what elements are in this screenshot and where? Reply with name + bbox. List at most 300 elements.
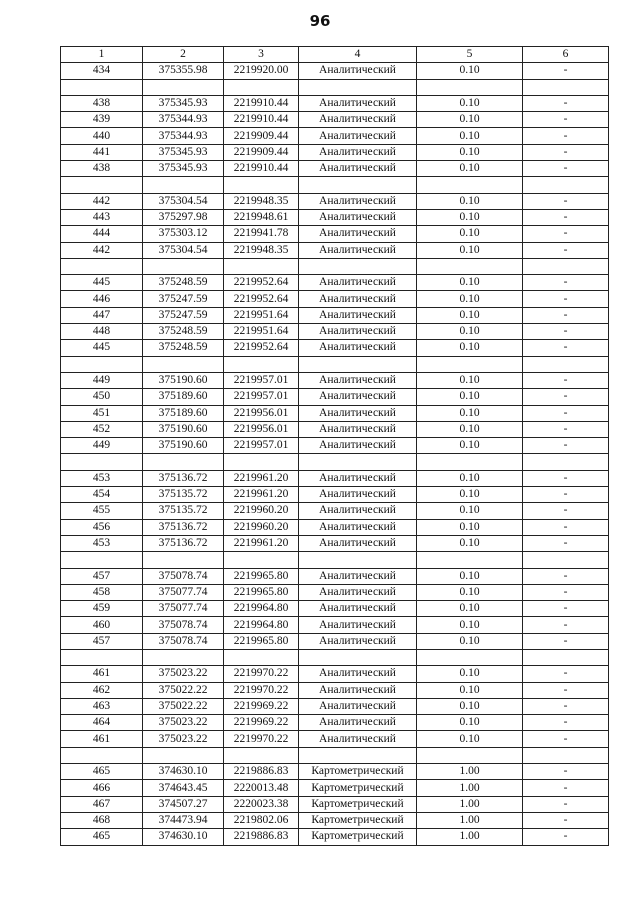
table-cell: 375078.74 — [143, 617, 224, 633]
table-cell: 0.10 — [417, 340, 523, 356]
table-cell: 375190.60 — [143, 438, 224, 454]
table-row — [61, 161, 609, 177]
table-cell: Картометрический — [299, 829, 417, 845]
table-body — [61, 63, 609, 845]
table-cell: 2219960.20 — [224, 519, 299, 535]
table-cell: - — [523, 128, 609, 144]
table-cell: 374473.94 — [143, 812, 224, 828]
table-row — [61, 535, 609, 551]
table-cell: Картометрический — [299, 812, 417, 828]
table-cell: 0.10 — [417, 307, 523, 323]
table-cell: 2219956.01 — [224, 421, 299, 437]
table-row — [61, 747, 609, 763]
table-cell: 449 — [61, 438, 143, 454]
table-cell: - — [523, 324, 609, 340]
table-cell: 1.00 — [417, 796, 523, 812]
table-cell — [143, 258, 224, 274]
table-row — [61, 470, 609, 486]
table-cell: 2219965.80 — [224, 633, 299, 649]
table-cell: 2219961.20 — [224, 535, 299, 551]
table-cell: 374643.45 — [143, 780, 224, 796]
table-cell: 0.10 — [417, 161, 523, 177]
table-cell: 443 — [61, 209, 143, 225]
table-cell: - — [523, 584, 609, 600]
table-cell: Аналитический — [299, 324, 417, 340]
table-row — [61, 128, 609, 144]
table-cell: - — [523, 161, 609, 177]
table-cell — [61, 79, 143, 95]
table-cell: - — [523, 796, 609, 812]
table-cell: - — [523, 535, 609, 551]
table-row — [61, 796, 609, 812]
table-cell: - — [523, 389, 609, 405]
table-cell: Аналитический — [299, 503, 417, 519]
table-row — [61, 275, 609, 291]
table-cell: 465 — [61, 764, 143, 780]
table-cell — [143, 454, 224, 470]
table-cell: 442 — [61, 193, 143, 209]
table-cell — [523, 454, 609, 470]
table-cell: Аналитический — [299, 731, 417, 747]
column-header: 4 — [299, 47, 417, 63]
table-cell: 2219951.64 — [224, 324, 299, 340]
table-cell: - — [523, 568, 609, 584]
table-cell: 440 — [61, 128, 143, 144]
table-cell: Аналитический — [299, 193, 417, 209]
table-row — [61, 209, 609, 225]
table-cell: 2219969.22 — [224, 698, 299, 714]
table-row — [61, 812, 609, 828]
table-cell: 375344.93 — [143, 112, 224, 128]
table-cell: 446 — [61, 291, 143, 307]
table-cell: 2219952.64 — [224, 340, 299, 356]
table-row — [61, 291, 609, 307]
table-cell: 2219961.20 — [224, 470, 299, 486]
table-cell: 0.10 — [417, 242, 523, 258]
table-row — [61, 715, 609, 731]
table-row — [61, 519, 609, 535]
table-cell: 2219965.80 — [224, 584, 299, 600]
table-cell: 444 — [61, 226, 143, 242]
table-cell: 0.10 — [417, 95, 523, 111]
table-cell: 0.10 — [417, 128, 523, 144]
table-cell: 2219948.35 — [224, 193, 299, 209]
table-cell — [224, 649, 299, 665]
table-cell: 0.10 — [417, 503, 523, 519]
table-cell — [299, 177, 417, 193]
table-cell: - — [523, 715, 609, 731]
table-cell: 451 — [61, 405, 143, 421]
table-cell: 0.10 — [417, 666, 523, 682]
table-cell: 375248.59 — [143, 324, 224, 340]
table-cell: 375190.60 — [143, 372, 224, 388]
table-cell: 2219948.35 — [224, 242, 299, 258]
table-cell — [61, 747, 143, 763]
table-cell — [523, 177, 609, 193]
table-cell: 375022.22 — [143, 682, 224, 698]
table-cell: 2219941.78 — [224, 226, 299, 242]
table-cell: 375248.59 — [143, 340, 224, 356]
table-cell: 2219970.22 — [224, 666, 299, 682]
table-row — [61, 503, 609, 519]
table-cell: 2219964.80 — [224, 617, 299, 633]
table-cell: 2219970.22 — [224, 682, 299, 698]
table-cell: 375345.93 — [143, 95, 224, 111]
table-cell: 457 — [61, 568, 143, 584]
table-cell — [523, 649, 609, 665]
table-cell: 0.10 — [417, 324, 523, 340]
table-cell: Аналитический — [299, 438, 417, 454]
table-cell: - — [523, 405, 609, 421]
table-cell: 2219960.20 — [224, 503, 299, 519]
column-header: 2 — [143, 47, 224, 63]
table-cell: 375247.59 — [143, 291, 224, 307]
table-cell: 375248.59 — [143, 275, 224, 291]
table-row — [61, 79, 609, 95]
table-cell: 375078.74 — [143, 633, 224, 649]
table-cell: Аналитический — [299, 372, 417, 388]
table-row — [61, 307, 609, 323]
table-cell: 456 — [61, 519, 143, 535]
table-cell: 441 — [61, 144, 143, 160]
table-cell: - — [523, 209, 609, 225]
table-row — [61, 258, 609, 274]
table-cell: Картометрический — [299, 764, 417, 780]
table-cell: 457 — [61, 633, 143, 649]
table-cell — [523, 552, 609, 568]
table-cell: 2219910.44 — [224, 161, 299, 177]
table-cell: 2219961.20 — [224, 487, 299, 503]
table-cell: Аналитический — [299, 340, 417, 356]
table-cell: 449 — [61, 372, 143, 388]
table-cell: 452 — [61, 421, 143, 437]
table-cell: 375135.72 — [143, 487, 224, 503]
table-cell — [417, 747, 523, 763]
table-row — [61, 731, 609, 747]
table-row — [61, 584, 609, 600]
table-cell: 375344.93 — [143, 128, 224, 144]
table-cell: Аналитический — [299, 307, 417, 323]
table-row — [61, 601, 609, 617]
table-cell: - — [523, 487, 609, 503]
column-header: 6 — [523, 47, 609, 63]
table-cell: 450 — [61, 389, 143, 405]
column-header: 5 — [417, 47, 523, 63]
table-cell: - — [523, 193, 609, 209]
table-cell: 375136.72 — [143, 470, 224, 486]
table-cell: 375078.74 — [143, 568, 224, 584]
table-cell: 445 — [61, 275, 143, 291]
table-cell: 462 — [61, 682, 143, 698]
table-cell: 454 — [61, 487, 143, 503]
table-cell: 375247.59 — [143, 307, 224, 323]
table-cell: 0.10 — [417, 144, 523, 160]
coordinates-table — [60, 46, 609, 846]
table-cell — [417, 258, 523, 274]
table-cell — [224, 177, 299, 193]
table-cell: 375189.60 — [143, 389, 224, 405]
table-cell: - — [523, 63, 609, 79]
table-cell: Аналитический — [299, 519, 417, 535]
table-cell: - — [523, 829, 609, 845]
table-cell — [417, 454, 523, 470]
table-cell: 2219957.01 — [224, 438, 299, 454]
table-cell: Аналитический — [299, 405, 417, 421]
table-row — [61, 682, 609, 698]
table-cell: Аналитический — [299, 633, 417, 649]
table-cell: 2220013.48 — [224, 780, 299, 796]
table-cell: 465 — [61, 829, 143, 845]
table-cell: 0.10 — [417, 731, 523, 747]
table-cell: - — [523, 275, 609, 291]
table-cell: 442 — [61, 242, 143, 258]
table-cell: 0.10 — [417, 487, 523, 503]
table-cell: 375304.54 — [143, 193, 224, 209]
table-cell: 0.10 — [417, 389, 523, 405]
table-cell: - — [523, 112, 609, 128]
table-cell: 0.10 — [417, 226, 523, 242]
table-cell: 0.10 — [417, 291, 523, 307]
table-cell — [224, 454, 299, 470]
table-cell: 0.10 — [417, 112, 523, 128]
table-cell: 375077.74 — [143, 584, 224, 600]
table-row — [61, 829, 609, 845]
table-row — [61, 340, 609, 356]
table-cell: 0.10 — [417, 275, 523, 291]
table-cell — [61, 177, 143, 193]
table-cell: 0.10 — [417, 519, 523, 535]
table-cell — [143, 356, 224, 372]
table-cell: 375023.22 — [143, 731, 224, 747]
table-cell: 2219802.06 — [224, 812, 299, 828]
table-cell: 461 — [61, 666, 143, 682]
table-cell: 439 — [61, 112, 143, 128]
table-cell: Аналитический — [299, 535, 417, 551]
table-cell: - — [523, 470, 609, 486]
table-cell: 375303.12 — [143, 226, 224, 242]
table-cell: 0.10 — [417, 535, 523, 551]
table-cell: 375077.74 — [143, 601, 224, 617]
table-cell — [143, 747, 224, 763]
table-cell — [143, 79, 224, 95]
table-cell: 375189.60 — [143, 405, 224, 421]
table-cell: Аналитический — [299, 128, 417, 144]
table-cell — [224, 258, 299, 274]
table-cell — [224, 356, 299, 372]
table-cell: 453 — [61, 470, 143, 486]
table-cell: 2219952.64 — [224, 291, 299, 307]
table-cell: 375136.72 — [143, 519, 224, 535]
table-cell — [299, 747, 417, 763]
table-cell: - — [523, 698, 609, 714]
table-cell: - — [523, 95, 609, 111]
table-cell: Аналитический — [299, 698, 417, 714]
column-header: 1 — [61, 47, 143, 63]
table-row — [61, 438, 609, 454]
table-row — [61, 226, 609, 242]
table-cell: 447 — [61, 307, 143, 323]
table-cell: 0.10 — [417, 63, 523, 79]
table-cell — [523, 747, 609, 763]
table-cell: 0.10 — [417, 617, 523, 633]
table-cell — [61, 258, 143, 274]
table-cell: 375304.54 — [143, 242, 224, 258]
table-cell: - — [523, 226, 609, 242]
table-cell: Аналитический — [299, 144, 417, 160]
table-cell — [143, 177, 224, 193]
table-cell — [417, 177, 523, 193]
table-cell: Аналитический — [299, 63, 417, 79]
table-cell: 0.10 — [417, 470, 523, 486]
table-cell: 375135.72 — [143, 503, 224, 519]
table-header-row — [61, 47, 609, 63]
table-row — [61, 389, 609, 405]
table-cell: 2219969.22 — [224, 715, 299, 731]
table-cell: Аналитический — [299, 568, 417, 584]
table-cell: - — [523, 519, 609, 535]
table-cell — [523, 258, 609, 274]
table-cell: 2219886.83 — [224, 829, 299, 845]
table-row — [61, 177, 609, 193]
table-cell — [523, 356, 609, 372]
table-cell: Аналитический — [299, 95, 417, 111]
table-cell: 2219952.64 — [224, 275, 299, 291]
table-cell: 374507.27 — [143, 796, 224, 812]
table-cell: - — [523, 242, 609, 258]
column-header: 3 — [224, 47, 299, 63]
table-cell: 0.10 — [417, 633, 523, 649]
table-cell: Аналитический — [299, 715, 417, 731]
table-row — [61, 112, 609, 128]
table-cell: 374630.10 — [143, 829, 224, 845]
table-row — [61, 633, 609, 649]
table-cell: Аналитический — [299, 209, 417, 225]
table-cell: - — [523, 340, 609, 356]
table-cell: Аналитический — [299, 389, 417, 405]
table-cell — [61, 356, 143, 372]
table-cell: 0.10 — [417, 698, 523, 714]
table-cell: 375345.93 — [143, 144, 224, 160]
table-cell: - — [523, 144, 609, 160]
table-row — [61, 324, 609, 340]
table-cell — [417, 356, 523, 372]
table-row — [61, 372, 609, 388]
table-row — [61, 193, 609, 209]
table-cell: 375023.22 — [143, 715, 224, 731]
table-row — [61, 780, 609, 796]
table-cell: 0.10 — [417, 568, 523, 584]
table-cell: - — [523, 666, 609, 682]
table-cell: 2219948.61 — [224, 209, 299, 225]
table-cell: 468 — [61, 812, 143, 828]
table-row — [61, 698, 609, 714]
table-cell: 375355.98 — [143, 63, 224, 79]
table-cell: 0.10 — [417, 421, 523, 437]
table-cell: - — [523, 780, 609, 796]
table-cell: 0.10 — [417, 405, 523, 421]
table-cell: Аналитический — [299, 470, 417, 486]
table-cell: 2219970.22 — [224, 731, 299, 747]
table-cell: 2219886.83 — [224, 764, 299, 780]
table-cell: 466 — [61, 780, 143, 796]
table-cell: 467 — [61, 796, 143, 812]
table-cell: 1.00 — [417, 780, 523, 796]
table-cell: - — [523, 764, 609, 780]
table-cell: Аналитический — [299, 666, 417, 682]
table-cell — [417, 649, 523, 665]
table-cell: 2219909.44 — [224, 128, 299, 144]
table-cell — [523, 79, 609, 95]
table-cell — [143, 552, 224, 568]
table-row — [61, 356, 609, 372]
table-cell: Аналитический — [299, 242, 417, 258]
table-cell: 445 — [61, 340, 143, 356]
table-row — [61, 764, 609, 780]
table-row — [61, 666, 609, 682]
table-cell: 2219909.44 — [224, 144, 299, 160]
table-cell: 375297.98 — [143, 209, 224, 225]
table-cell: 2219951.64 — [224, 307, 299, 323]
table-cell: 448 — [61, 324, 143, 340]
table-cell: 0.10 — [417, 715, 523, 731]
table-cell: 0.10 — [417, 584, 523, 600]
table-row — [61, 649, 609, 665]
table-cell: 1.00 — [417, 829, 523, 845]
table-row — [61, 95, 609, 111]
table-cell: 2219957.01 — [224, 372, 299, 388]
table-cell: 463 — [61, 698, 143, 714]
table-cell: 0.10 — [417, 193, 523, 209]
table-row — [61, 242, 609, 258]
table-cell: - — [523, 503, 609, 519]
table-cell: Аналитический — [299, 421, 417, 437]
table-cell: - — [523, 421, 609, 437]
table-cell: 0.10 — [417, 601, 523, 617]
table-cell: Аналитический — [299, 275, 417, 291]
table-row — [61, 405, 609, 421]
table-cell: 0.10 — [417, 209, 523, 225]
table-cell: 375022.22 — [143, 698, 224, 714]
page-number: 96 — [309, 12, 331, 30]
table-cell: Картометрический — [299, 780, 417, 796]
table-row — [61, 421, 609, 437]
table-cell: Аналитический — [299, 682, 417, 698]
table-cell: 0.10 — [417, 682, 523, 698]
table-cell: Картометрический — [299, 796, 417, 812]
table-cell — [224, 552, 299, 568]
table-cell — [299, 258, 417, 274]
table-cell — [224, 79, 299, 95]
table-cell: Аналитический — [299, 601, 417, 617]
table-cell: - — [523, 731, 609, 747]
table-cell: 438 — [61, 161, 143, 177]
table-cell: - — [523, 633, 609, 649]
table-cell: 0.10 — [417, 372, 523, 388]
table-cell — [299, 552, 417, 568]
table-cell: 374630.10 — [143, 764, 224, 780]
table-row — [61, 617, 609, 633]
table-cell: 460 — [61, 617, 143, 633]
table-cell: 438 — [61, 95, 143, 111]
table-cell: Аналитический — [299, 112, 417, 128]
table-cell: 461 — [61, 731, 143, 747]
table-cell: 455 — [61, 503, 143, 519]
table-cell — [299, 454, 417, 470]
table-cell: 2219920.00 — [224, 63, 299, 79]
table-cell: Аналитический — [299, 161, 417, 177]
table-cell: - — [523, 601, 609, 617]
table-row — [61, 454, 609, 470]
